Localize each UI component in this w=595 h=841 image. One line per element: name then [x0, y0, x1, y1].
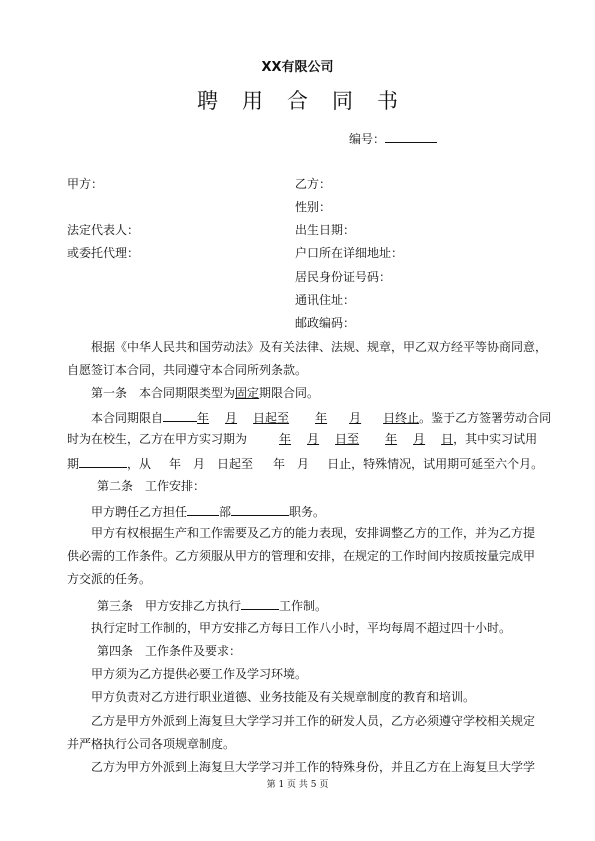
condition-4: 乙方为甲方外派到上海复旦大学学习并工作的特殊身份，并且乙方在上海复旦大学学	[91, 760, 536, 774]
condition-1: 甲方须为乙方提供必要工作及学习环境。	[91, 667, 308, 681]
article-3-text: 第三条 甲方安排乙方执行	[97, 599, 242, 613]
month-unit: 月	[413, 432, 426, 446]
condition-3-line-2: 并严格执行公司各项规章制度。	[67, 737, 236, 751]
term-line-1	[91, 409, 551, 425]
article-3	[97, 597, 327, 613]
probation-start: 年 月 日起至	[169, 457, 254, 471]
internship-label: 时为在校生，乙方在甲方实习期为	[67, 432, 248, 446]
internship-dates	[247, 432, 453, 446]
work-assignment	[91, 503, 325, 519]
day-until-unit: 日起至	[253, 411, 290, 425]
postal-code-label: 邮政编码：	[295, 316, 356, 330]
position-unit: 职务。	[289, 505, 326, 519]
department-field[interactable]	[187, 503, 219, 516]
month-unit: 月	[349, 411, 362, 425]
probation-period-field[interactable]	[79, 455, 127, 468]
term-line-3	[67, 455, 543, 471]
term-line-2-end: ，其中实习试用	[453, 432, 538, 446]
contract-number-field[interactable]	[385, 130, 437, 143]
id-number-label: 居民身份证号码：	[295, 270, 392, 284]
term-dates	[163, 411, 419, 425]
party-b-label: 乙方：	[295, 177, 332, 191]
intro-line-1: 根据《中华人民共和国劳动法》及有关法律、法规、规章，甲乙双方经平等协商同意，	[91, 340, 548, 354]
hours-text: 执行定时工作制的，甲方安排乙方每日工作八小时，平均每周不超过四十小时。	[91, 621, 512, 635]
condition-3-line-1: 乙方是甲方外派到上海复旦大学学习并工作的研发人员，乙方必须遵守学校相关规定	[91, 714, 536, 728]
year-unit: 年	[385, 432, 398, 446]
condition-2: 甲方负责对乙方进行职业道德、业务技能及有关规章制度的教育和培训。	[91, 690, 476, 704]
hukou-address-label: 户口所在详细地址：	[295, 246, 404, 260]
article-1	[91, 386, 319, 400]
day-unit: 日	[441, 432, 454, 446]
adjust-line-3: 方交派的任务。	[67, 572, 152, 586]
contract-type-value: 固定	[235, 386, 260, 400]
term-start-year-field[interactable]	[163, 409, 197, 422]
term-line-2	[67, 432, 537, 446]
page-number: 第 1 页 共 5 页	[266, 780, 329, 790]
term-start-label: 本合同期限自	[91, 411, 164, 425]
month-unit: 月	[225, 411, 238, 425]
article-2: 第二条 工作安排：	[97, 479, 206, 493]
work-system-field[interactable]	[241, 597, 279, 610]
legal-rep-label: 法定代表人：	[67, 223, 140, 237]
term-line-3-end: 日止，特殊情况，试用期可延至六个月。	[327, 457, 544, 471]
adjust-line-1: 甲方有权根据生产和工作需要及乙方的能力表现，安排调整乙方的工作，并为乙方提	[91, 526, 536, 540]
company-name: XX有限公司	[261, 60, 334, 75]
probation-label: 期	[67, 457, 80, 471]
document-title: 聘用合同书	[197, 89, 422, 113]
birth-date-label: 出生日期：	[295, 223, 356, 237]
article-1-text: 第一条 本合同期限类型为	[91, 386, 236, 400]
position-field[interactable]	[231, 503, 289, 516]
gender-label: 性别：	[295, 200, 332, 214]
article-1-end: 期限合同。	[259, 386, 320, 400]
party-a-label: 甲方：	[67, 177, 104, 191]
department-unit: 部	[219, 505, 232, 519]
article-4: 第四条 工作条件及要求：	[97, 644, 242, 658]
year-unit: 年	[315, 411, 328, 425]
from-label: ，从	[127, 457, 152, 471]
agent-label: 或委托代理：	[67, 246, 140, 260]
contract-number	[349, 130, 437, 146]
probation-end: 年 月	[273, 457, 310, 471]
year-unit: 年	[197, 411, 210, 425]
year-unit: 年	[279, 432, 292, 446]
mailing-address-label: 通讯住址：	[295, 293, 356, 307]
work-assignment-label: 甲方聘任乙方担任	[91, 505, 188, 519]
article-3-end: 工作制。	[279, 599, 328, 613]
day-until-unit: 日至	[335, 432, 360, 446]
adjust-line-2: 供必需的工作条件。乙方须服从甲方的管理和安排，在规定的工作时间内按质按量完成甲	[67, 549, 536, 563]
term-line-1-end: 。鉴于乙方签署劳动合同	[419, 411, 552, 425]
month-unit: 月	[307, 432, 320, 446]
contract-number-label: 编号：	[349, 132, 386, 146]
day-end-unit: 日终止	[383, 411, 420, 425]
intro-line-2: 自愿签订本合同，共同遵守本合同所列条款。	[67, 363, 308, 377]
